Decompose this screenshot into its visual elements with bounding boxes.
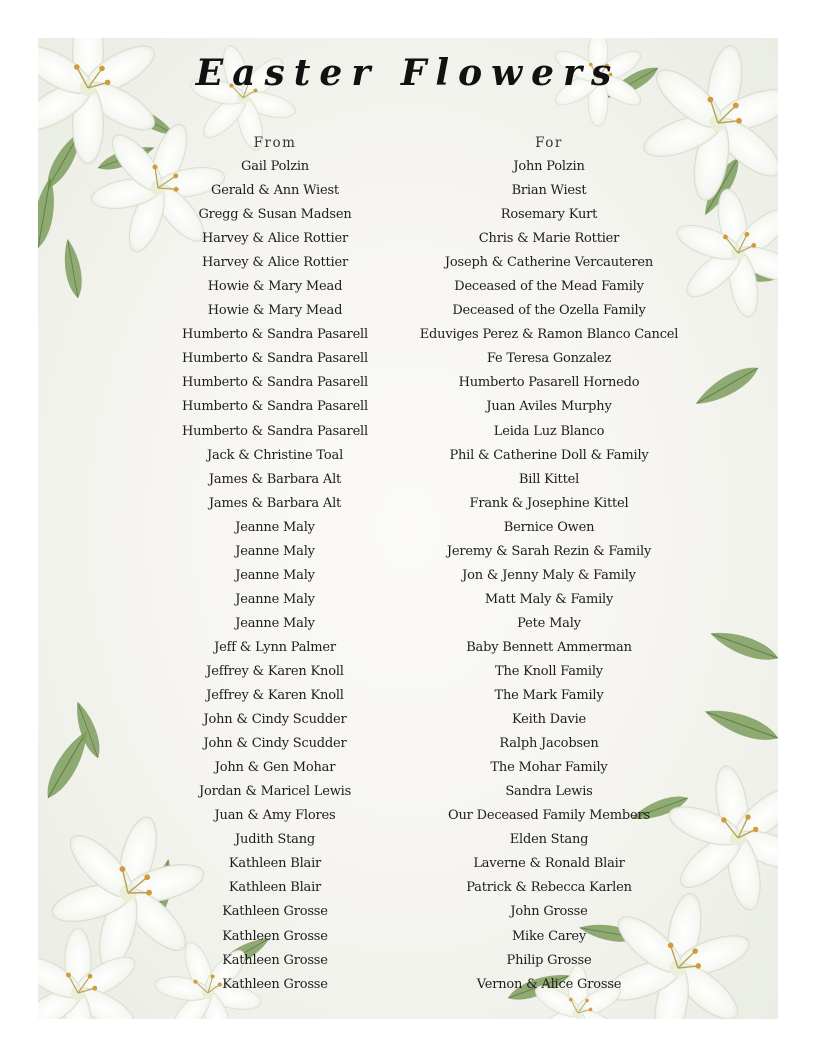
for-list [415,155,683,997]
flyer-page [38,38,778,1019]
from-entry: Gail Polzin [241,159,309,174]
for-entry: Brian Wiest [511,183,587,199]
from-entry: Humberto & Sandra Pasarell [182,327,368,343]
for-entry: Phil & Catherine Doll & Family [449,447,649,463]
from-entry: Jordan & Maricel Lewis [198,784,352,800]
for-entry: Mike Carey [511,928,587,944]
from-entry: Jeanne Maly [235,591,315,607]
for-entry: Rosemary Kurt [500,207,598,223]
from-entry: Howie & Mary Mead [207,279,343,295]
for-column [415,131,683,997]
from-entry: Harvey & Alice Rottier [201,255,349,271]
for-entry: Deceased of the Mead Family [454,279,644,295]
for-entry: Bernice Owen [503,519,595,535]
from-entry: Harvey & Alice Rottier [201,231,349,247]
from-entry: Kathleen Grosse [222,976,328,992]
from-entry: Howie & Mary Mead [207,303,343,319]
from-entry: Kathleen Blair [228,856,322,872]
from-entry: Jeanne Maly [235,519,315,535]
for-entry: Eduviges Perez & Ramon Blanco Cancel [419,327,679,343]
from-entry: Gregg & Susan Madsen [198,207,352,223]
for-entry: Baby Bennett Ammerman [466,639,632,655]
from-entry: Kathleen Blair [228,880,322,896]
for-entry: Jeremy & Sarah Rezin & Family [446,543,652,559]
for-entry: Elden Stang [509,832,589,848]
from-header: From [253,135,297,151]
from-entry: Humberto & Sandra Pasarell [182,351,368,367]
for-entry: Philip Grosse [506,952,592,968]
from-entry: Humberto & Sandra Pasarell [182,399,368,415]
from-entry: Humberto & Sandra Pasarell [182,423,368,439]
from-entry: Jeffrey & Karen Knoll [206,688,344,704]
for-entry: Juan Aviles Murphy [486,399,612,415]
from-entry: Kathleen Grosse [222,904,328,920]
for-entry: Matt Maly & Family [484,591,614,607]
from-entry: James & Barbara Alt [208,495,342,511]
for-entry: The Knoll Family [495,663,603,679]
from-entry: Gerald & Ann Wiest [211,183,339,199]
for-header: For [535,135,563,151]
for-entry: Frank & Josephine Kittel [469,495,629,511]
from-list [155,155,395,997]
for-entry: Ralph Jacobsen [499,736,599,752]
page-title: Easter Flowers [195,52,621,94]
from-entry: Juan & Amy Flores [214,808,336,824]
for-entry: Bill Kittel [518,471,580,487]
for-entry: Fe Teresa Gonzalez [486,351,612,367]
for-entry: Deceased of the Ozella Family [452,303,646,319]
from-entry: Judith Stang [235,832,315,848]
for-entry: Pete Maly [517,615,581,631]
from-column [155,131,395,997]
from-entry: John & Gen Mohar [214,760,336,776]
for-entry: Keith Davie [511,712,587,728]
for-entry: Our Deceased Family Members [448,808,650,824]
for-entry: The Mark Family [494,688,604,704]
from-entry: Jeff & Lynn Palmer [214,639,336,655]
for-entry: Jon & Jenny Maly & Family [462,567,636,583]
from-entry: John & Cindy Scudder [203,712,347,728]
from-entry: Jeanne Maly [235,615,315,631]
from-entry: James & Barbara Alt [208,471,342,487]
for-entry: Patrick & Rebecca Karlen [466,880,632,896]
from-entry: Kathleen Grosse [222,928,328,944]
from-entry: Kathleen Grosse [222,952,328,968]
from-entry: Jeanne Maly [235,567,315,583]
for-entry: Vernon & Alice Grosse [476,976,622,992]
from-entry: Humberto & Sandra Pasarell [182,375,368,391]
for-entry: Chris & Marie Rottier [478,231,620,247]
for-entry: John Polzin [513,159,585,174]
for-entry: Joseph & Catherine Vercauteren [444,255,654,271]
for-entry: Laverne & Ronald Blair [473,856,625,872]
from-entry: Jeffrey & Karen Knoll [206,663,344,679]
from-entry: John & Cindy Scudder [203,736,347,752]
for-entry: John Grosse [510,904,588,920]
for-entry: Leida Luz Blanco [493,423,605,439]
for-entry: Humberto Pasarell Hornedo [458,375,640,391]
for-entry: The Mohar Family [490,760,608,776]
for-entry: Sandra Lewis [505,784,593,800]
from-entry: Jack & Christine Toal [206,447,344,463]
from-entry: Jeanne Maly [235,543,315,559]
